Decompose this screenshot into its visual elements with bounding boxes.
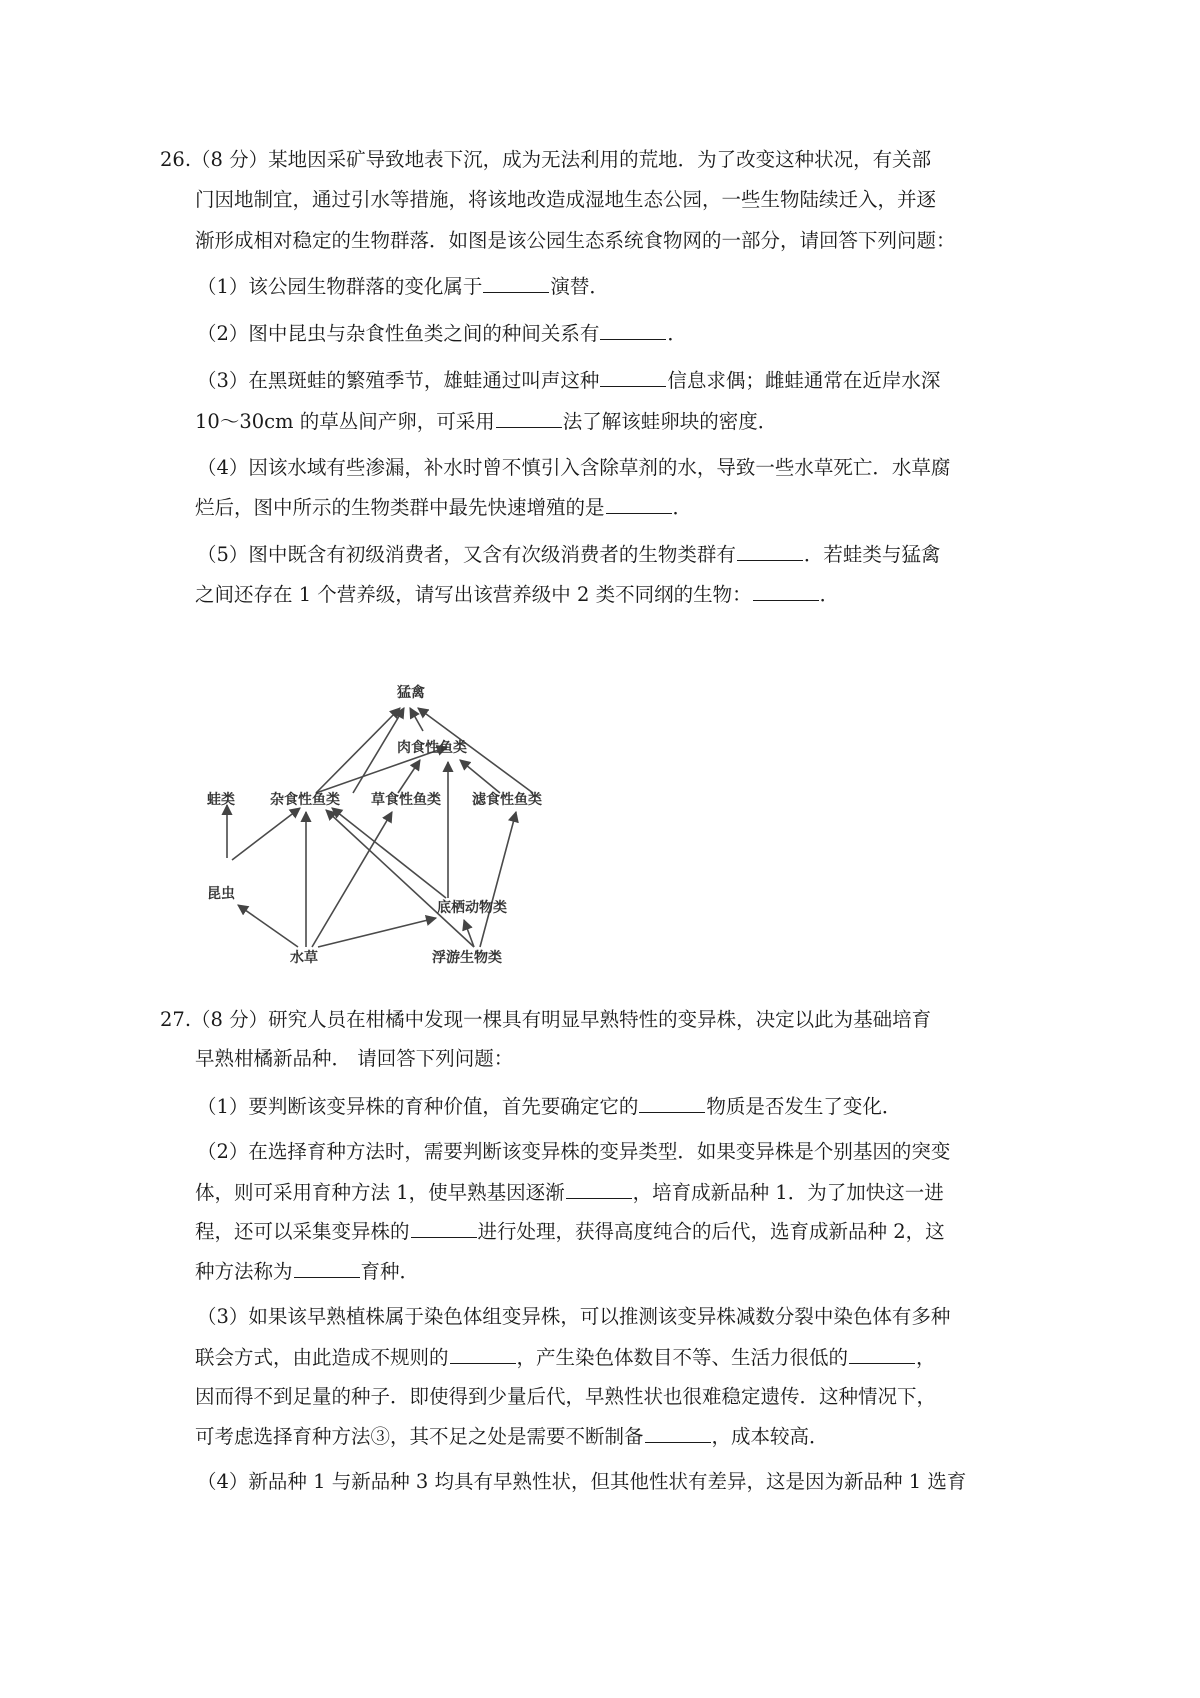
q27-sub-2-text-g: 育种． bbox=[360, 1260, 420, 1283]
q27-sub-1-text-b: 物质是否发生了变化． bbox=[706, 1095, 902, 1118]
q26-sub-1-text-a: （1）该公园生物群落的变化属于 bbox=[197, 275, 483, 298]
q26-sub-2-text-a: （2）图中昆虫与杂食性鱼类之间的种间关系有 bbox=[197, 322, 600, 345]
q26-sub-5-text-d: ． bbox=[819, 583, 840, 606]
q27-sub-2-text-b: 体，则可采用育种方法 1，使早熟基因逐渐 bbox=[195, 1181, 565, 1204]
q26-sub-3-text-a: （3）在黑斑蛙的繁殖季节，雄蛙通过叫声这种 bbox=[197, 369, 600, 392]
q26-sub-3-text-b: 信息求偶；雌蛙通常在近岸水深 bbox=[667, 369, 941, 392]
q26-sub-4-text-b: 烂后，图中所示的生物类群中最先快速增殖的是 bbox=[195, 496, 605, 519]
q27-sub-2-text-c: ，培育成新品种 1．为了加快这一进 bbox=[632, 1181, 944, 1204]
q26-sub-4-text-c: ． bbox=[672, 496, 693, 519]
answer-blank bbox=[753, 580, 819, 601]
q26-sub-3-line-1 bbox=[197, 366, 940, 395]
q27-sub-2-text-e: 进行处理，获得高度纯合的后代，选育成新品种 2，这 bbox=[477, 1220, 945, 1243]
q26-sub-5-text-c: 之间还存在 1 个营养级，请写出该营养级中 2 类不同纲的生物： bbox=[195, 583, 752, 606]
node-herbivorous-fish: 草食性鱼类 bbox=[371, 792, 441, 808]
node-benthic: 底栖动物类 bbox=[437, 900, 507, 916]
q26-sub-3-text-c: 10～30cm 的草丛间产卵，可采用 bbox=[195, 410, 495, 433]
q27-sub-2-line-2 bbox=[195, 1178, 944, 1207]
answer-blank bbox=[849, 1343, 915, 1364]
node-insect: 昆虫 bbox=[207, 886, 235, 902]
answer-blank bbox=[606, 493, 672, 514]
q27-sub-3-line-2 bbox=[195, 1343, 936, 1372]
answer-blank bbox=[737, 540, 803, 561]
q27-sub-3-text-d: ， bbox=[916, 1346, 936, 1369]
q27-sub-3-text-f: 可考虑选择育种方法③，其不足之处是需要不断制备 bbox=[195, 1425, 644, 1448]
node-carnivorous-fish: 肉食性鱼类 bbox=[397, 740, 467, 756]
q26-sub-5-line-1 bbox=[197, 540, 940, 569]
q27-sub-1 bbox=[197, 1092, 901, 1121]
answer-blank bbox=[294, 1257, 360, 1278]
q26-sub-3-line-2 bbox=[195, 407, 777, 436]
node-plankton: 浮游生物类 bbox=[432, 950, 502, 966]
q27-sub-2-line-4 bbox=[195, 1257, 419, 1286]
q27-sub-4-line-1: （4）新品种 1 与新品种 3 均具有早熟性状，但其他性状有差异，这是因为新品种 1 选育 bbox=[197, 1470, 967, 1493]
q27-sub-2-line-3 bbox=[195, 1217, 945, 1246]
q27-stem-line-1: 27.（8 分）研究人员在柑橘中发现一棵具有明显早熟特性的变异株，决定以此为基础培育 bbox=[160, 1008, 932, 1031]
q27-sub-3-line-1: （3）如果该早熟植株属于染色体组变异株，可以推测该变异株减数分裂中染色体有多种 bbox=[197, 1305, 951, 1328]
q26-sub-5-line-2 bbox=[195, 580, 839, 609]
answer-blank bbox=[483, 272, 549, 293]
q26-stem-line-3: 渐形成相对稳定的生物群落．如图是该公园生态系统食物网的一部分，请回答下列问题： bbox=[195, 229, 956, 252]
answer-blank bbox=[645, 1422, 711, 1443]
q26-sub-5-text-a: （5）图中既含有初级消费者，又含有次级消费者的生物类群有 bbox=[197, 543, 736, 566]
q27-sub-3-text-g: ，成本较高． bbox=[711, 1425, 829, 1448]
q27-sub-2-text-d: 程，还可以采集变异株的 bbox=[195, 1220, 410, 1243]
node-frog: 蛙类 bbox=[207, 792, 235, 808]
node-omnivorous-fish: 杂食性鱼类 bbox=[270, 792, 340, 808]
q27-sub-2-line-1: （2）在选择育种方法时，需要判断该变异株的变异类型．如果变异株是个别基因的突变 bbox=[197, 1140, 951, 1163]
q27-sub-3-line-3: 因而得不到足量的种子．即使得到少量后代，早熟性状也很难稳定遗传．这种情况下， bbox=[195, 1385, 937, 1408]
q27-stem-line-2: 早熟柑橘新品种． 请回答下列问题： bbox=[195, 1047, 514, 1070]
q27-sub-3-text-c: ，产生染色体数目不等、生活力很低的 bbox=[516, 1346, 849, 1369]
q26-sub-1 bbox=[197, 272, 609, 301]
answer-blank bbox=[411, 1217, 477, 1238]
q26-stem-line-2: 门因地制宜，通过引水等措施，将该地改造成湿地生态公园，一些生物陆续迁入，并逐 bbox=[195, 188, 937, 211]
q26-sub-2-text-b: ． bbox=[667, 322, 687, 345]
answer-blank bbox=[450, 1343, 516, 1364]
q26-sub-4-line-2 bbox=[195, 493, 692, 522]
answer-blank bbox=[600, 319, 666, 340]
node-waterweed: 水草 bbox=[290, 950, 318, 966]
q26-stem-line-1: 26.（8 分）某地因采矿导致地表下沉，成为无法利用的荒地．为了改变这种状况，有关部 bbox=[160, 148, 932, 171]
q26-sub-4-line-1: （4）因该水域有些渗漏，补水时曾不慎引入含除草剂的水，导致一些水草死亡．水草腐 bbox=[197, 456, 951, 479]
answer-blank bbox=[639, 1092, 705, 1113]
node-filter-fish: 滤食性鱼类 bbox=[472, 792, 542, 808]
q26-sub-5-text-b: ．若蛙类与猛禽 bbox=[803, 543, 941, 566]
q27-sub-3-text-b: 联会方式，由此造成不规则的 bbox=[195, 1346, 449, 1369]
q27-sub-3-line-4 bbox=[195, 1422, 829, 1451]
q26-sub-3-text-d: 法了解该蛙卵块的密度． bbox=[562, 410, 778, 433]
node-raptor: 猛禽 bbox=[397, 685, 425, 701]
answer-blank bbox=[600, 366, 666, 387]
answer-blank bbox=[566, 1178, 632, 1199]
q27-sub-1-text-a: （1）要判断该变异株的育种价值，首先要确定它的 bbox=[197, 1095, 639, 1118]
q27-sub-2-text-f: 种方法称为 bbox=[195, 1260, 293, 1283]
answer-blank bbox=[496, 407, 562, 428]
q26-sub-1-text-b: 演替． bbox=[550, 275, 609, 298]
q26-sub-2 bbox=[197, 319, 687, 348]
